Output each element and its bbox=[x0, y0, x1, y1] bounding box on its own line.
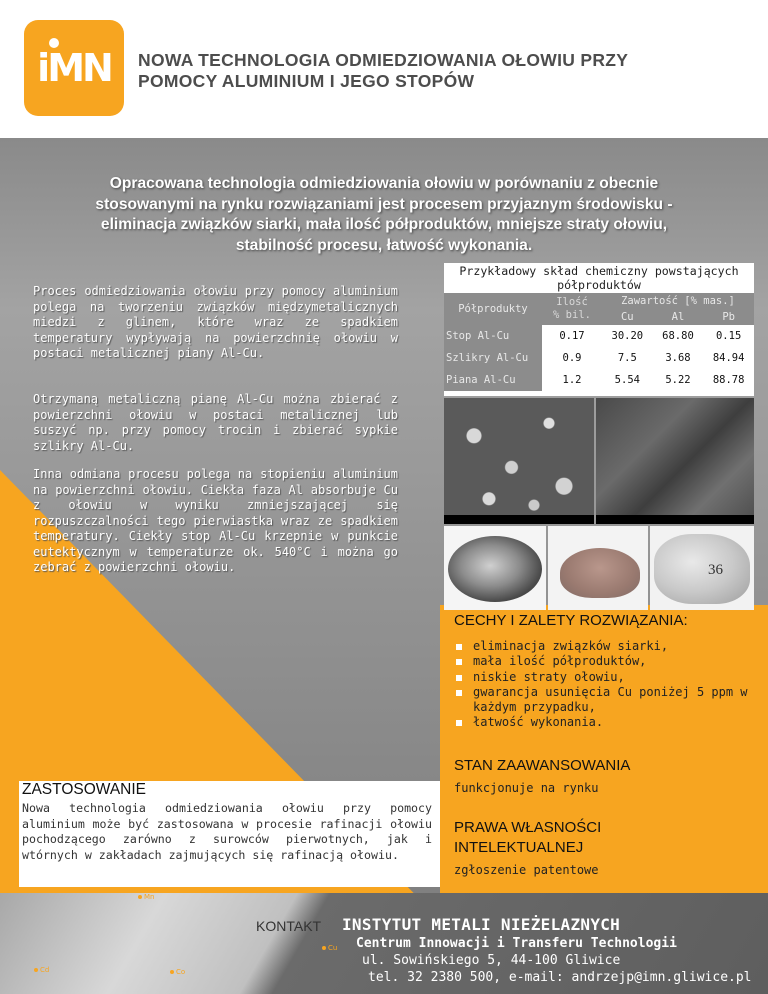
sample-rock-photo bbox=[650, 526, 754, 610]
table-row bbox=[444, 325, 754, 347]
element-dot-icon bbox=[138, 895, 142, 899]
metal-disc-photo bbox=[444, 526, 546, 610]
sem-scale-bar bbox=[444, 515, 594, 524]
header-quantity bbox=[542, 293, 602, 325]
table-row bbox=[444, 347, 754, 369]
bullet-icon bbox=[456, 690, 462, 696]
sample-number: 36 bbox=[708, 562, 723, 578]
contact-title: KONTAKT bbox=[256, 918, 322, 934]
row-al: 68.80 bbox=[662, 330, 694, 342]
bullet-icon bbox=[456, 644, 462, 650]
row-cu: 5.54 bbox=[614, 374, 640, 386]
header-content: Zawartość [% mas.] bbox=[602, 293, 754, 308]
composition-table bbox=[444, 293, 754, 391]
list-item bbox=[456, 654, 756, 669]
process-description-paragraph: Proces odmiedziowania ołowiu przy pomocy aluminium polega na tworzeniu związków międzymetalicznych miedzi z glinem, które wraz ze spadkiem temperatury wypływają na powierzchnię ołowiu w postaci metalicznej piany Al-Cu. bbox=[33, 284, 398, 360]
list-item bbox=[456, 670, 756, 685]
list-item-text: mała ilość półproduktów, bbox=[473, 654, 647, 669]
table-title-line-1: Przykładowy skład chemiczny powstających bbox=[459, 264, 739, 278]
row-qty: 1.2 bbox=[562, 374, 582, 386]
application-text: Nowa technologia odmiedziowania ołowiu przy pomocy aluminium może być zastosowana w procesie rafinacji ołowiu pochodzącego zarówno z surowców pierwotnych, jak i wtórnych w zakładach zajmujących się rafinacją ołowiu. bbox=[22, 801, 432, 862]
composition-table-box bbox=[444, 263, 754, 396]
bullet-icon bbox=[456, 675, 462, 681]
ip-rights-title bbox=[454, 818, 694, 858]
element-label: Cd bbox=[40, 966, 50, 974]
header-pb: Pb bbox=[703, 308, 754, 325]
features-list bbox=[456, 639, 756, 731]
contact-details: tel. 32 2380 500, e-mail: andrzejp@imn.gliwice.pl bbox=[368, 970, 752, 985]
powder-pile bbox=[560, 548, 640, 598]
foam-collection-paragraph: Otrzymaną metaliczną pianę Al-Cu można zbierać z powierzchni ołowiu w postaci metalicznej lub suszyć np. przy pomocy trocin i zbierać sypkie szlikry Al-Cu. bbox=[33, 392, 398, 453]
list-item-text: eliminacja związków siarki, bbox=[473, 639, 669, 653]
element-dot-icon bbox=[322, 946, 326, 950]
address: ul. Sowińskiego 5, 44-100 Gliwice bbox=[362, 953, 621, 968]
list-item-text: gwarancja usunięcia Cu poniżej 5 ppm w każdym przypadku, bbox=[473, 684, 748, 715]
status-title: STAN ZAAWANSOWANIA bbox=[454, 757, 631, 774]
element-co-label bbox=[170, 968, 185, 976]
header-products: Półprodukty bbox=[444, 293, 542, 325]
headline-line-4: stabilność procesu, łatwość wykonania. bbox=[235, 236, 533, 254]
row-pb: 88.78 bbox=[712, 374, 745, 386]
powder-photo bbox=[548, 526, 648, 610]
headline-line-3: eliminacja związków siarki, mała ilość półproduktów, mniejsze straty ołowiu, bbox=[100, 216, 668, 233]
headline-line-2: stosowanymi na rynku rozwiązaniami jest procesem przyjaznym środowisku - bbox=[95, 195, 673, 213]
bullet-icon bbox=[456, 720, 462, 726]
sem-micrograph-2 bbox=[596, 398, 754, 524]
bullet-icon bbox=[456, 659, 462, 665]
list-item-text: niskie straty ołowiu, bbox=[473, 669, 625, 684]
element-label: Co bbox=[176, 968, 186, 976]
row-name: Piana Al-Cu bbox=[444, 369, 542, 391]
headline bbox=[40, 174, 728, 256]
element-label: Cu bbox=[328, 944, 338, 952]
row-name: Szlikry Al-Cu bbox=[444, 347, 542, 369]
imn-logo bbox=[24, 20, 124, 116]
row-qty: 0.9 bbox=[562, 352, 582, 364]
list-item-text: łatwość wykonania. bbox=[473, 715, 604, 730]
application-title: ZASTOSOWANIE bbox=[22, 781, 147, 798]
element-cd-label bbox=[34, 966, 49, 974]
sem-scale-bar bbox=[596, 515, 754, 524]
header-quantity-line-1: Ilość bbox=[556, 296, 588, 308]
header-al: Al bbox=[653, 308, 704, 325]
table-title bbox=[444, 263, 754, 292]
list-item bbox=[456, 685, 756, 716]
row-pb: 84.94 bbox=[712, 352, 745, 364]
logo-text: iMN bbox=[37, 46, 111, 90]
row-qty: 0.17 bbox=[559, 330, 585, 342]
ip-rights-text: zgłoszenie patentowe bbox=[454, 863, 599, 877]
row-al: 3.68 bbox=[665, 352, 691, 364]
list-item bbox=[456, 639, 756, 654]
row-cu: 30.20 bbox=[611, 330, 644, 342]
features-title: CECHY I ZALETY ROZWIĄZANIA: bbox=[454, 612, 688, 629]
sample-rock bbox=[654, 534, 750, 604]
element-label: Mn bbox=[144, 893, 155, 901]
element-mn-label bbox=[138, 893, 154, 901]
element-cu-label bbox=[322, 944, 337, 952]
title-line-1: NOWA TECHNOLOGIA ODMIEDZIOWANIA OŁOWIU PRZY bbox=[138, 50, 629, 70]
center-name: Centrum Innowacji i Transferu Technologii bbox=[356, 936, 677, 951]
table-title-line-2: półproduktów bbox=[557, 278, 641, 292]
row-pb: 0.15 bbox=[715, 330, 742, 342]
element-dot-icon bbox=[170, 970, 174, 974]
ip-rights-title-line-1: PRAWA WŁASNOŚCI bbox=[454, 819, 602, 836]
institute-name: INSTYTUT METALI NIEŻELAZNYCH bbox=[342, 915, 621, 934]
row-cu: 7.5 bbox=[617, 352, 637, 364]
sem-micrograph-1 bbox=[444, 398, 594, 524]
header-cu: Cu bbox=[602, 308, 653, 325]
list-item bbox=[456, 715, 756, 730]
table-row bbox=[444, 369, 754, 391]
status-text: funkcjonuje na rynku bbox=[454, 781, 599, 795]
page-title bbox=[138, 50, 748, 92]
row-name: Stop Al-Cu bbox=[444, 325, 542, 347]
header bbox=[0, 0, 768, 138]
title-line-2: POMOCY ALUMINIUM I JEGO STOPÓW bbox=[138, 71, 475, 91]
element-dot-icon bbox=[34, 968, 38, 972]
header-quantity-line-2: % bil. bbox=[553, 309, 591, 321]
headline-line-1: Opracowana technologia odmiedziowania ołowiu w porównaniu z obecnie bbox=[109, 175, 659, 192]
ip-rights-title-line-2: INTELEKTUALNEJ bbox=[454, 839, 584, 856]
metal-disc bbox=[448, 536, 542, 602]
row-al: 5.22 bbox=[665, 374, 691, 386]
alternative-process-paragraph: Inna odmiana procesu polega na stopieniu aluminium na powierzchni ołowiu. Ciekła faza Al absorbuje Cu z ołowiu w wyniku zmniejszającej się rozpuszczalności tego pierwiastka wraz ze spadkiem temperatury. Ciekły stop Al-Cu krzepnie w punkcie eutektycznym w temperaturze ok. 540°C i można go zebrać z powierzchni ołowiu. bbox=[33, 467, 398, 574]
